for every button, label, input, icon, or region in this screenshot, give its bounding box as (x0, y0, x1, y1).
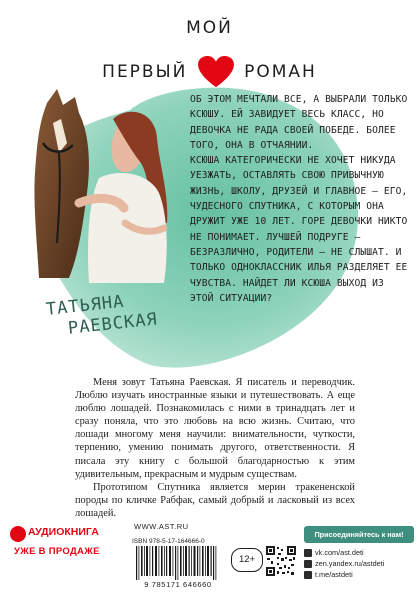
social-link-label: t.me/astdeti (315, 570, 353, 579)
audiobook-subtitle: УЖЕ В ПРОДАЖЕ (14, 546, 100, 557)
cover-footer (0, 508, 419, 600)
author-last-name: РАЕВСКАЯ (67, 309, 159, 339)
series-title-left: ПЕРВЫЙ (102, 62, 188, 82)
age-rating-badge: 12+ (231, 548, 263, 572)
series-title-top: МОЙ (186, 18, 233, 38)
publisher-site[interactable]: WWW.AST.RU (134, 522, 189, 531)
book-blurb (190, 92, 412, 306)
audiobook-title: АУДИОКНИГА (28, 526, 99, 538)
join-us-button[interactable]: Присоединяйтесь к нам! (304, 526, 414, 543)
audiobook-badge (10, 524, 125, 564)
blurb-paragraph: КСЮША КАТЕГОРИЧЕСКИ НЕ ХОЧЕТ НИКУДА УЕЗЖАТЬ, ОСТАВЛЯТЬ СВОЮ ПРИВЫЧНУЮ ЖИЗНЬ, ШКОЛУ, ДРУЗЕЙ И ГЛАВНОЕ — ЕГО, ЧУДЕСНОГО СПУТНИКА, С КОТОРЫМ ОНА ДРУЖИТ УЖЕ 10 ЛЕТ. ГОРЕ ДЕВОЧКИ НИКТО НЕ ПОНИМАЕТ. ЛУЧШЕЙ ПОДРУГЕ — БЕЗРАЗЛИЧНО, РОДИТЕЛИ — НЕ СЛЫШАТ. И ТОЛЬКО ОДНОКЛАССНИК ИЛЬЯ РАЗДЕЛЯЕТ ЕЕ ЧУВСТВА. НАЙДЕТ ЛИ КСЮША ВЫХОД ИЗ ЭТОЙ СИТУАЦИИ? (190, 155, 408, 304)
zen-icon (304, 560, 312, 568)
author-photo-with-horse (29, 83, 174, 283)
author-first-name: ТАТЬЯНА (45, 291, 126, 320)
social-link-telegram[interactable] (304, 569, 414, 580)
bio-paragraph: Прототипом Спутника является мерин тракененской породы по кличке Рабфак, самый добрый и ласковый из всех лошадей. (75, 481, 355, 519)
bio-paragraph: Меня зовут Татьяна Раевская. Я писатель и переводчик. Люблю изучать иностранные языки и путешествовать. А еще люблю лошадей. Познакомилась с ними в тринадцать лет и сразу поняла, что это любовь на всю жизнь. Считаю, что лошади многому меня научили: внимательности, чуткости, терпению, умению понимать другого, ответственности. Я писала эту книгу с большой благодарностью к этим удивительным, прекрасным и мудрым существам. (75, 377, 355, 480)
series-title-right: РОМАН (244, 62, 317, 82)
author-bio (75, 376, 355, 520)
social-link-zen[interactable] (304, 558, 414, 569)
vk-icon (304, 549, 312, 557)
blurb-paragraph: ОБ ЭТОМ МЕЧТАЛИ ВСЕ, А ВЫБРАЛИ ТОЛЬКО КСЮШУ. ЕЙ ЗАВИДУЕТ ВЕСЬ КЛАСС, НО ДЕВОЧКА НЕ РАДА СВОЕЙ ПОБЕДЕ. БОЛЕЕ ТОГО, ОНА В ОТЧАЯНИИ. (190, 94, 408, 151)
headphones-icon (10, 526, 26, 542)
social-link-label: zen.yandex.ru/astdeti (315, 559, 385, 568)
telegram-icon (304, 571, 312, 579)
social-link-vk[interactable] (304, 547, 414, 558)
social-link-label: vk.com/ast.deti (315, 548, 364, 557)
qr-code-icon[interactable] (265, 545, 297, 577)
series-logo (0, 0, 419, 90)
social-block (304, 526, 414, 580)
barcode-number: 9 785171 646660 (144, 580, 212, 589)
social-links (304, 547, 414, 580)
isbn-label: ISBN 978-5-17-164666-0 (132, 538, 205, 545)
